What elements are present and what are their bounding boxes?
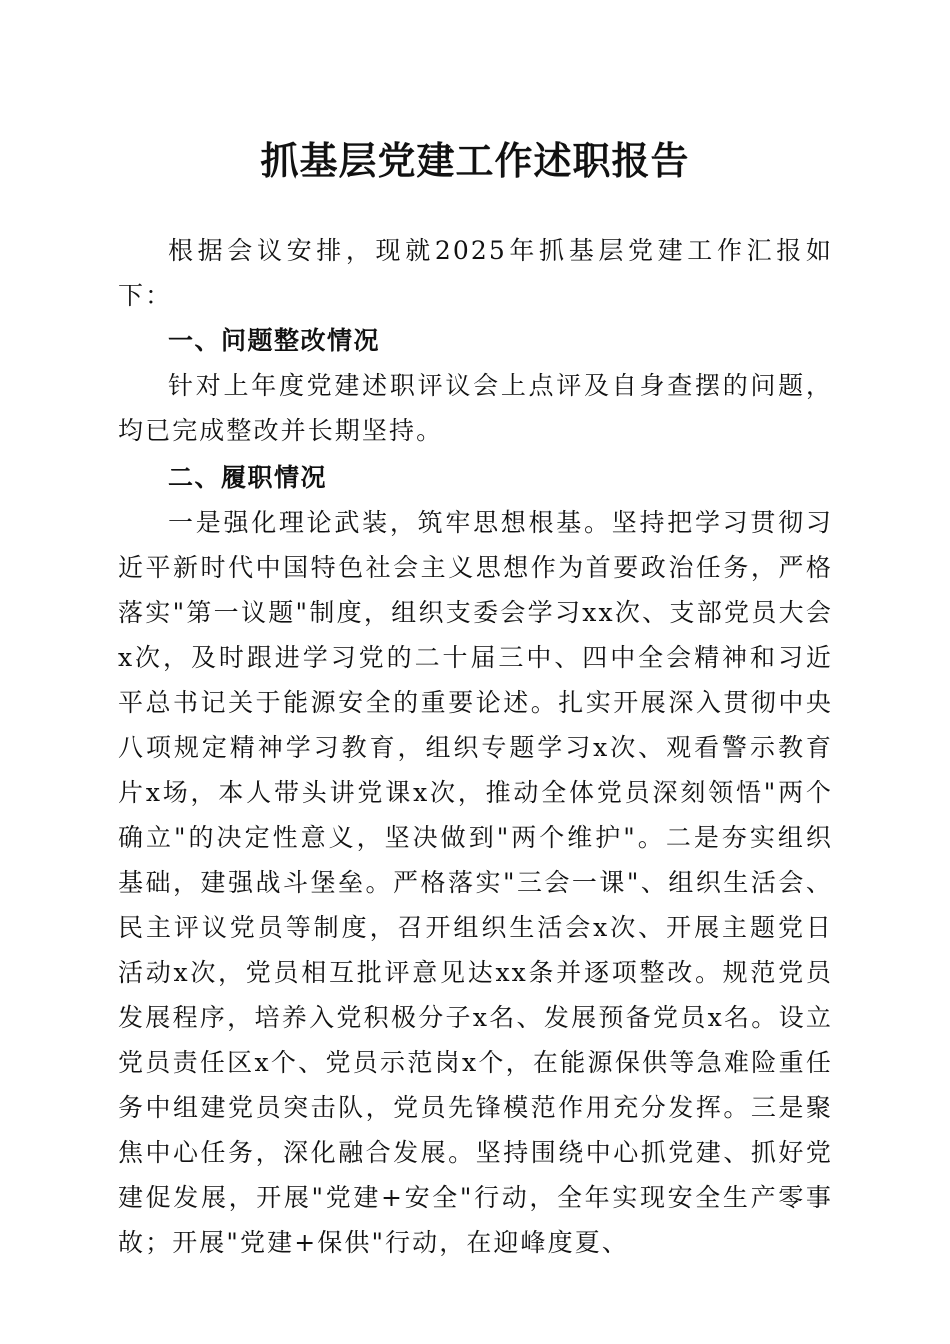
section-heading-rectification: 一、问题整改情况	[168, 326, 381, 355]
intro-paragraph: 根据会议安排，现就2025年抓基层党建工作汇报如下：	[118, 236, 833, 310]
body-organization: 严格落实"三会一课"、组织生活会、民主评议党员等制度，召开组织生活会x次、开展主题党日活动x次，党员相互批评意见达xx条并逐项整改。规范党员发展程序，培养入党积极分子x名、发展预备党员x名。设立党员责任区x个、党员示范岗x个，在能源保供等急难险重任务中组建党员突击队，党员先锋模范作用充分发挥。	[118, 868, 833, 1122]
document-title: 抓基层党建工作述职报告	[260, 138, 690, 183]
lead-central-task: 三是聚焦中心任务，深化融合发展。	[118, 1093, 833, 1167]
body-theory: 坚持把学习贯彻习近平新时代中国特色社会主义思想作为首要政治任务，严格落实"第一议题"制度，组织支委会学习xx次、支部党员大会x次，及时跟进学习党的二十届三中、四中全会精神和习近平总书记关于能源安全的重要论述。扎实开展深入贯彻中央八项规定精神学习教育，组织专题学习x次、观看警示教育片x场，本人带头讲党课x次，推动全体党员深刻领悟"两个确立"的决定性意义，坚决做到"两个维护"。	[118, 508, 833, 852]
lead-organization: 二是夯实组织基础，建强战斗堡垒。	[118, 823, 833, 897]
document-body	[118, 228, 833, 1265]
duties-paragraph	[118, 500, 833, 1265]
body-central-task: 坚持围绕中心抓党建、抓好党建促发展，开展"党建+安全"行动，全年实现安全生产零事故；开展"党建+保供"行动，在迎峰度夏、	[118, 1138, 833, 1257]
section-heading-duties: 二、履职情况	[168, 463, 328, 492]
rectification-paragraph: 针对上年度党建述职评议会上点评及自身查摆的问题，均已完成整改并长期坚持。	[118, 371, 833, 445]
lead-theory: 一是强化理论武装，筑牢思想根基。	[168, 508, 612, 537]
